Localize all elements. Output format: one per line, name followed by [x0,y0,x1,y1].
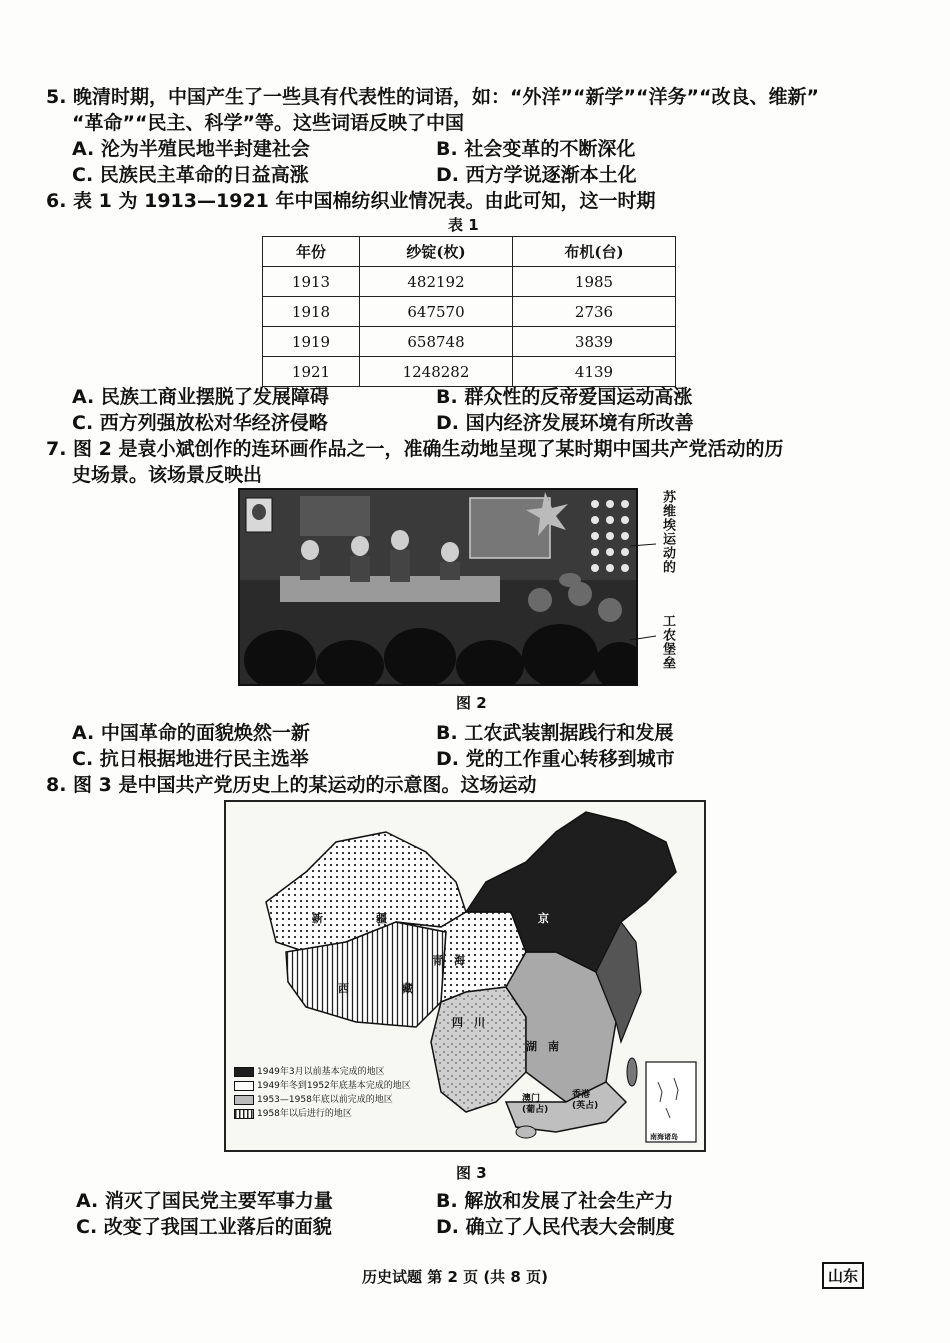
table-header-row [263,237,676,267]
table-cell-spindles: 647570 [360,297,513,327]
q6-stem: 6. 表 1 为 1913—1921 年中国棉纺织业情况表。由此可知，这一时期 [46,190,656,212]
table-cell-year: 1913 [263,267,360,297]
q7-option-c[interactable]: C. 抗日根据地进行民主选举 [72,748,309,770]
q8-option-c[interactable]: C. 改变了我国工业落后的面貌 [76,1216,332,1238]
legend-label: 1949年冬到1952年底基本完成的地区 [257,1081,411,1091]
map-label-qinghai: 青 海 [432,954,465,967]
q6-option-c[interactable]: C. 西方列强放松对华经济侵略 [72,412,328,434]
table-cell-spindles: 482192 [360,267,513,297]
map-label-xinjiang-1: 新 [312,912,323,925]
figure-2-caption: 图 2 [456,694,487,712]
annotation-pointer-lines [628,540,658,650]
legend-label: 1953—1958年底以前完成的地区 [257,1095,393,1105]
map-label-xizang-1: 西 [338,982,349,995]
table-cell-year: 1921 [263,357,360,387]
table-cell-looms: 1985 [513,267,676,297]
q8-option-a[interactable]: A. 消灭了国民党主要军事力量 [76,1190,333,1212]
legend-swatch-white [234,1081,254,1091]
table-row [263,327,676,357]
page-footer: 历史试题 第 2 页 (共 8 页) [362,1268,548,1286]
table-row [263,297,676,327]
q8-option-b[interactable]: B. 解放和发展了社会生产力 [436,1190,674,1212]
q7-stem-line2: 史场景。该场景反映出 [72,464,263,486]
region-badge: 山东 [822,1262,864,1289]
map-label-south-china-sea: 南海诸岛 [650,1133,678,1141]
annotation-worker-peasant-fortress: 工农堡垒 [660,614,675,670]
table-row [263,267,676,297]
table-cell-looms: 4139 [513,357,676,387]
legend-item [234,1080,474,1092]
table-cell-looms: 2736 [513,297,676,327]
map-label-sichuan: 四 川 [452,1016,485,1029]
table-row [263,357,676,387]
annotation-soviet-movement: 苏维埃运动的 [660,490,675,574]
legend-label: 1958年以后进行的地区 [257,1109,352,1119]
q7-option-d[interactable]: D. 党的工作重心转移到城市 [436,748,675,770]
map-label-macau: 澳门 (葡占) [522,1094,549,1115]
table-cell-looms: 3839 [513,327,676,357]
table-header-year: 年份 [263,237,360,267]
legend-item [234,1094,474,1106]
cotton-industry-table [262,236,676,387]
legend-swatch-dark [234,1067,254,1077]
map-label-xinjiang-2: 疆 [376,912,387,925]
map-label-hunan: 湖 南 [526,1040,559,1053]
q8-option-d[interactable]: D. 确立了人民代表大会制度 [436,1216,675,1238]
q7-stem-line1: 7. 图 2 是袁小斌创作的连环画作品之一，准确生动地呈现了某时期中国共产党活动的历 [46,438,784,460]
q5-option-b[interactable]: B. 社会变革的不断深化 [436,138,636,160]
legend-swatch-striped [234,1109,254,1119]
table-caption: 表 1 [448,216,479,234]
legend-label: 1949年3月以前基本完成的地区 [257,1067,385,1077]
q7-option-b[interactable]: B. 工农武装割据践行和发展 [436,722,674,744]
q7-option-a[interactable]: A. 中国革命的面貌焕然一新 [72,722,310,744]
table-header-spindles: 纱锭(枚) [360,237,513,267]
map-label-xizang-2: 藏 [402,982,413,995]
q5-option-a[interactable]: A. 沦为半殖民地半封建社会 [72,138,310,160]
q8-stem: 8. 图 3 是中国共产党历史上的某运动的示意图。这场运动 [46,774,537,796]
land-reform-map [224,800,706,1152]
legend-swatch-gray [234,1095,254,1105]
map-label-beijing: 京 [538,912,549,925]
table-cell-spindles: 1248282 [360,357,513,387]
legend-item [234,1108,474,1120]
table-header-looms: 布机(台) [513,237,676,267]
meeting-scene-graphic [240,490,636,684]
map-legend [234,1066,474,1120]
q6-option-a[interactable]: A. 民族工商业摆脱了发展障碍 [72,386,329,408]
figure-3-caption: 图 3 [456,1164,487,1182]
table-cell-spindles: 658748 [360,327,513,357]
legend-item [234,1066,474,1078]
q5-stem-line1: 5. 晚清时期，中国产生了一些具有代表性的词语，如：“外洋”“新学”“洋务”“改良、维新” [46,86,819,108]
q6-option-d[interactable]: D. 国内经济发展环境有所改善 [436,412,694,434]
comic-illustration [238,488,638,686]
q5-option-c[interactable]: C. 民族民主革命的日益高涨 [72,164,309,186]
table-cell-year: 1918 [263,297,360,327]
q5-stem-line2: “革命”“民主、科学”等。这些词语反映了中国 [72,112,464,134]
map-label-hongkong: 香港 (英占) [572,1090,599,1111]
table-cell-year: 1919 [263,327,360,357]
q6-option-b[interactable]: B. 群众性的反帝爱国运动高涨 [436,386,693,408]
q5-option-d[interactable]: D. 西方学说逐渐本土化 [436,164,637,186]
